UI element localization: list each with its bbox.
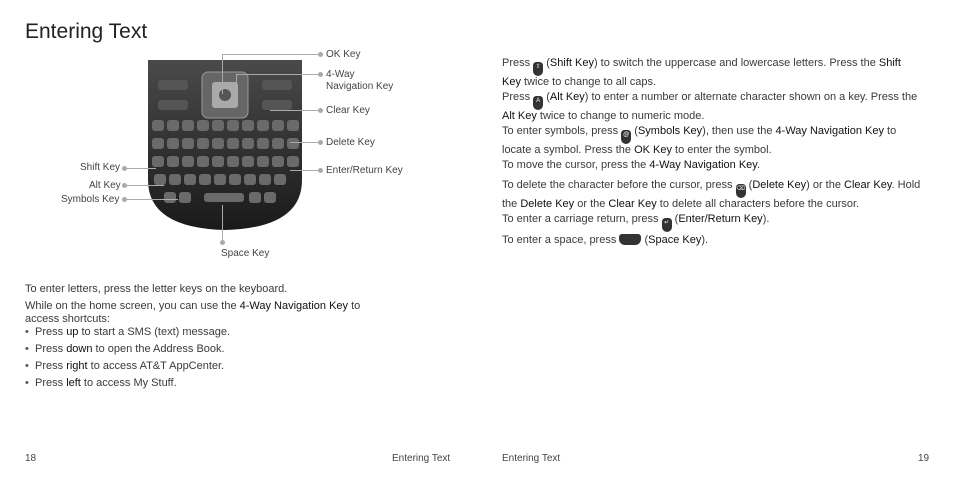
callout-enter-key: Enter/Return Key [326,165,403,176]
shortcuts-text [25,300,395,326]
callout-shift-key: Shift Key [80,162,121,173]
list-item: • Press down to open the Address Book. [25,343,230,356]
enter-key-icon: ↵ [662,218,672,232]
delete-key-icon: ⌫ [736,184,746,198]
delete-key-paragraph: To delete the character before the cursor, press ⌫ (Delete Key) or the Clear Key. Hold the Delete Key or the Clear Key to delete all characters before the cursor. [502,179,921,210]
alt-key-icon: A [533,96,543,110]
callout-nav-key [326,69,393,93]
page-number-left: 18 [25,453,37,464]
phone-keyboard-illustration [140,60,310,232]
shortcuts-post: to access shortcuts: [25,300,361,325]
cursor-paragraph: To move the cursor, press the 4-Way Navigation Key. [502,159,761,171]
alt-key-paragraph: Press A (Alt Key) to enter a number or alternate character shown on a key. Press the Alt Key twice to change to numeric mode. [502,91,918,122]
page-number-right: 19 [918,453,930,464]
symbols-key-paragraph: To enter symbols, press @ (Symbols Key), then use the 4-Way Navigation Key to locate a symbol. Press the OK Key to enter the symbol. [502,125,897,156]
shortcut-list [25,326,230,394]
footer-title-left: Entering Text [392,453,451,464]
callout-ok-key: OK Key [326,49,361,60]
callout-symbols-key: Symbols Key [61,194,120,205]
list-item: • Press left to access My Stuff. [25,377,230,390]
callout-delete-key: Delete Key [326,137,375,148]
shift-key-icon: ⇧ [533,62,543,76]
shortcuts-pre: While on the home screen, you can use the [25,300,240,312]
page-title: Entering Text [25,20,148,43]
right-page [477,0,954,477]
list-item: • Press up to start a SMS (text) message. [25,326,230,339]
callout-space-key: Space Key [221,248,270,259]
callout-alt-key: Alt Key [89,180,121,191]
space-key-icon [619,234,641,245]
enter-key-paragraph: To enter a carriage return, press ↵ (Enter/Return Key). [502,213,927,232]
footer-title-right: Entering Text [502,453,561,464]
callout-nav-key-line2: Navigation Key [326,81,394,92]
callout-clear-key: Clear Key [326,105,370,116]
shift-key-paragraph: Press ⇧ (Shift Key) to switch the uppercase and lowercase letters. Press the Shift Key twice to change to all caps. [502,57,901,88]
list-item: • Press right to access AT&T AppCenter. [25,360,230,373]
symbols-key-icon: @ [621,130,631,144]
intro-text: To enter letters, press the letter keys on the keyboard. [25,283,288,295]
callout-nav-key-line1: 4-Way [326,69,355,80]
shortcuts-key: 4-Way Navigation Key [239,300,349,312]
space-key-paragraph: To enter a space, press (Space Key). [502,234,709,246]
